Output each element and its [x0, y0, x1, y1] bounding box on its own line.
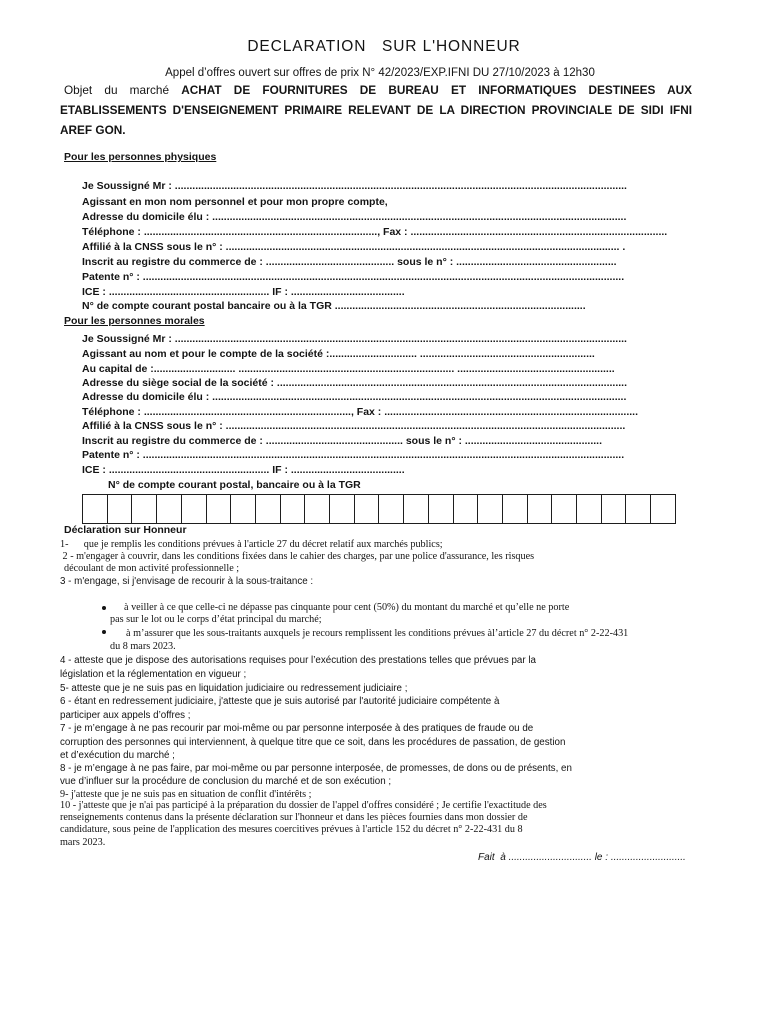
place-date-line: Fait à .............................. le : ........................... [478, 852, 686, 863]
physical-phone-fax-field: Téléphone : ................................................................................, Fax : ........................................................................................ [82, 226, 668, 238]
bank-account-digit-box [157, 494, 182, 524]
bank-account-digit-box [108, 494, 133, 524]
bank-account-digit-box [503, 494, 528, 524]
declaration-item-2-line-2: découlant de mon activité professionnelle ; [64, 563, 240, 574]
moral-capital-field: Au capital de :............................ .......................................................................... ...................................................... [82, 363, 615, 375]
bank-account-digit-box [182, 494, 207, 524]
physical-name-field: Je Soussigné Mr : ........................................................................................................................................................... [82, 180, 627, 192]
physical-cnss-field: Affilié à la CNSS sous le n° : ....................................................................................................................................... . [82, 241, 626, 253]
declaration-item-4-line-2: législation et la réglementation en vigueur ; [60, 669, 247, 680]
moral-phone-fax-field: Téléphone : ......................................................................., Fax : ....................................................................................... [82, 406, 639, 418]
declaration-item-2-line-1: 2 - m'engager à couvrir, dans les conditions fixées dans le cahier des charges, par une police d'assurance, les risques [60, 551, 535, 562]
declaration-item-6-line-1: 6 - étant en redressement judiciaire, j'atteste que je suis autorisé par l'autorité judiciaire compétente à [60, 696, 500, 707]
subcontracting-bullet-1-line-2: pas sur le lot ou le corps d’état principal du marché; [110, 614, 322, 625]
bullet-icon [102, 630, 106, 634]
declaration-item-5: 5- atteste que je ne suis pas en liquidation judiciaire ou redressement judiciaire ; [60, 683, 408, 694]
physical-patente-field: Patente n° : ..................................................................................................................................................................... [82, 271, 625, 283]
bank-account-digit-box [355, 494, 380, 524]
declaration-item-8-line-2: vue d’influer sur la procédure de conclusion du marché et de son exécution ; [60, 776, 392, 787]
bank-account-digit-box [651, 494, 676, 524]
bullet-icon [102, 606, 106, 610]
declaration-item-1: 1- que je remplis les conditions prévues à l'article 27 du décret relatif aux marchés publics; [60, 539, 443, 550]
bank-account-digit-box [256, 494, 281, 524]
bank-account-digit-box [478, 494, 503, 524]
bank-account-digit-box [379, 494, 404, 524]
declaration-item-8-line-1: 8 - je m’engage à ne pas faire, par moi-même ou par personne interposée, de promesses, de dons ou de présents, en [60, 763, 572, 774]
moral-cnss-field: Affilié à la CNSS sous le n° : ......................................................................................................................................... [82, 420, 626, 432]
declaration-item-10-line-3: candidature, sous peine de l'application des mesures coercitives prévues à l'article 152 du décret n° 2-22-431 du 8 [60, 824, 523, 835]
declaration-item-10-line-1: 10 - j'atteste que je n'ai pas participé à la préparation du dossier de l'appel d'offres considéré ; Je certifie l'exactitude des [60, 800, 547, 811]
declaration-item-4-line-1: 4 - atteste que je dispose des autorisations requises pour l’exécution des prestations telles que prévues par la [60, 655, 536, 666]
moral-address-field: Adresse du domicile élu : .............................................................................................................................................. [82, 391, 627, 403]
bank-account-digit-box [330, 494, 355, 524]
contract-object-text: ETABLISSEMENTS D'ENSEIGNEMENT PRIMAIRE RELEVANT DE LA DIRECTION PROVINCIALE DE SIDI IFNI [60, 103, 692, 117]
bank-account-digit-box [305, 494, 330, 524]
bank-account-digit-box [429, 494, 454, 524]
physical-ice-if-field: ICE : ....................................................... IF : ....................................... [82, 286, 405, 298]
declaration-heading: Déclaration sur Honneur [64, 524, 187, 536]
subcontracting-bullet-2-line-2: du 8 mars 2023. [110, 641, 176, 652]
bank-account-digit-box [552, 494, 577, 524]
contract-object-line-2 [60, 103, 692, 117]
contract-object-text: ACHAT DE FOURNITURES DE BUREAU ET INFORMATIQUES DESTINEES AUX [181, 83, 693, 97]
contract-object-line-3 [60, 123, 692, 137]
bank-account-digit-box [132, 494, 157, 524]
bank-account-digit-box [454, 494, 479, 524]
contract-object-line-1 [64, 83, 692, 97]
physical-bank-account-field: N° de compte courant postal bancaire ou à la TGR ...................................................................................... [82, 300, 586, 312]
declaration-item-7-line-2: corruption des personnes qui interviennent, à quelque titre que ce soit, dans les procédures de passation, de gestion [60, 737, 566, 748]
physical-capacity-statement: Agissant en mon nom personnel et pour mon propre compte, [82, 196, 388, 208]
physical-trade-register-field: Inscrit au registre du commerce de : ............................................ sous le n° : ....................................................... [82, 256, 617, 268]
bank-account-digit-box [602, 494, 627, 524]
declaration-item-7-line-3: et d’exécution du marché ; [60, 750, 175, 761]
moral-company-field: Agissant au nom et pour le compte de la société :.............................. ............................................................ [82, 348, 595, 360]
declaration-item-3: 3 - m'engage, si j'envisage de recourir à la sous-traitance : [60, 576, 314, 587]
moral-head-office-field: Adresse du siège social de la société : ........................................................................................................................ [82, 377, 627, 389]
bank-account-digit-box [528, 494, 553, 524]
physical-persons-heading: Pour les personnes physiques [64, 151, 217, 163]
contract-object-label: Objet du marché [64, 83, 170, 97]
moral-trade-register-field: Inscrit au registre du commerce de : ............................................... sous le n° : ............................................... [82, 435, 602, 447]
moral-name-field: Je Soussigné Mr : ........................................................................................................................................................... [82, 333, 627, 345]
document-title: DECLARATION SUR L'HONNEUR [247, 38, 521, 55]
declaration-item-10-line-2: renseignements contenus dans la présente déclaration sur l'honneur et dans les pièces fournies dans mon dossier de [60, 812, 528, 823]
subcontracting-bullet-1-line-1: à veiller à ce que celle-ci ne dépasse pas cinquante pour cent (50%) du montant du marché et qu’elle ne porte [124, 602, 570, 613]
bank-account-grid [82, 494, 676, 524]
subcontracting-bullet-2-line-1: à m’assurer que les sous-traitants auxquels je recours remplissent les conditions prévues àl’article 27 du décret n° 2-22-431 [126, 628, 629, 639]
moral-ice-if-field: ICE : ....................................................... IF : ....................................... [82, 464, 405, 476]
declaration-item-9: 9- j'atteste que je ne suis pas en situation de conflit d'intérêts ; [60, 789, 312, 800]
moral-patente-field: Patente n° : ..................................................................................................................................................................... [82, 449, 625, 461]
bank-account-digit-box [577, 494, 602, 524]
moral-bank-account-label: N° de compte courant postal, bancaire ou à la TGR [108, 479, 361, 491]
physical-address-field: Adresse du domicile élu : .............................................................................................................................................. [82, 211, 627, 223]
declaration-item-6-line-2: participer aux appels d’offres ; [60, 710, 191, 721]
declaration-item-7-line-1: 7 - je m’engage à ne pas recourir par moi-même ou par personne interposée à des pratiques de fraude ou de [60, 723, 534, 734]
contract-object-text: AREF GON. [60, 123, 126, 137]
bank-account-digit-box [404, 494, 429, 524]
bank-account-digit-box [281, 494, 306, 524]
declaration-item-10-line-4: mars 2023. [60, 837, 106, 848]
tender-notice: Appel d’offres ouvert sur offres de prix N° 42/2023/EXP.IFNI DU 27/10/2023 à 12h30 [165, 67, 595, 79]
bank-account-digit-box [207, 494, 232, 524]
moral-persons-heading: Pour les personnes morales [64, 315, 205, 327]
bank-account-digit-box [83, 494, 108, 524]
bank-account-digit-box [231, 494, 256, 524]
bank-account-digit-box [626, 494, 651, 524]
